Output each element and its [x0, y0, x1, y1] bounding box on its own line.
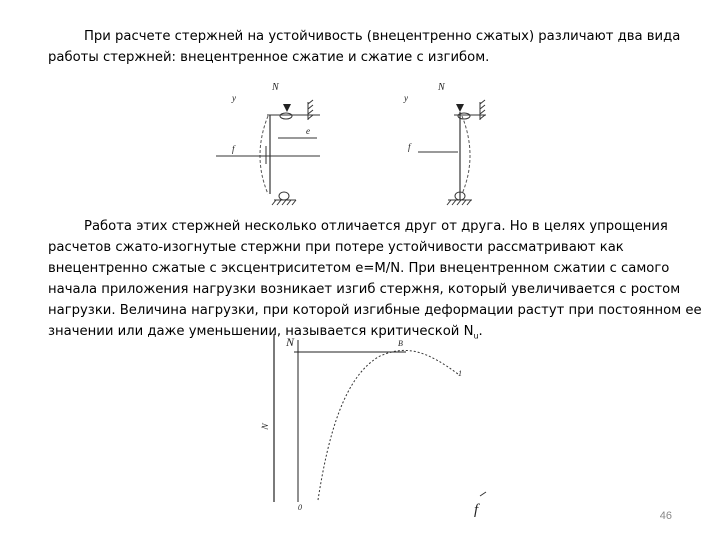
load-arrow-icon	[283, 104, 291, 112]
figure-left-offset-label: e	[306, 126, 310, 136]
graph-y-axis-label: N	[286, 335, 295, 349]
eccentric-compression-figure	[212, 76, 332, 206]
figure-right-deflection-label: f	[408, 142, 411, 152]
page-number: 46	[659, 510, 672, 522]
buckled-shape-curve	[260, 116, 268, 194]
ground-hatching	[447, 200, 471, 205]
figure-left-deflection-label: f	[232, 144, 235, 154]
graph-point-label: B	[398, 339, 403, 348]
intro-paragraph: При расчете стержней на устойчивость (внецентренно сжатых) различают два вида работы стержней: внецентренное сжатие и сжатие с изгибом.	[48, 29, 681, 65]
top-hinge	[280, 113, 292, 119]
graph-x-tick	[480, 492, 486, 496]
figure-right-y-label: y	[404, 93, 408, 103]
bottom-hinge	[279, 192, 289, 200]
graph-x-axis-label: f	[474, 502, 479, 518]
compression-bending-figure	[394, 76, 514, 206]
graph-side-label: N	[259, 422, 271, 431]
figure-right-load-label: N	[438, 82, 445, 93]
critical-load-subscript: u	[473, 331, 479, 341]
load-deflection-graph	[258, 326, 518, 518]
ground-hatching	[272, 200, 296, 205]
wall-hatching	[308, 100, 313, 119]
load-deflection-curve	[318, 350, 458, 500]
figure-left-load-label: N	[272, 82, 279, 93]
load-arrow-icon	[456, 104, 464, 112]
graph-curve-label: 1	[458, 369, 462, 378]
graph-origin-label: 0	[298, 503, 302, 512]
body-end-text: .	[478, 324, 483, 339]
figure-left-y-label: y	[232, 93, 236, 103]
buckled-shape-curve	[462, 116, 470, 194]
wall-hatching	[480, 100, 485, 119]
body-main-text: Работа этих стержней несколько отличается друг от друга. Но в целях упрощения расчетов сжато-изогнутые стержни при потере устойчивости рассматривают как внецентренно сжатые с эксцентриситетом e=M/N. При внецентренном сжатии с самого начала приложения нагрузки возникает изгиб стержня, который увеличивается с ростом нагрузки. Величина нагрузки, при которой изгибные деформации растут при постоянном ее значении или даже уменьшении, называется критической N	[48, 219, 702, 339]
